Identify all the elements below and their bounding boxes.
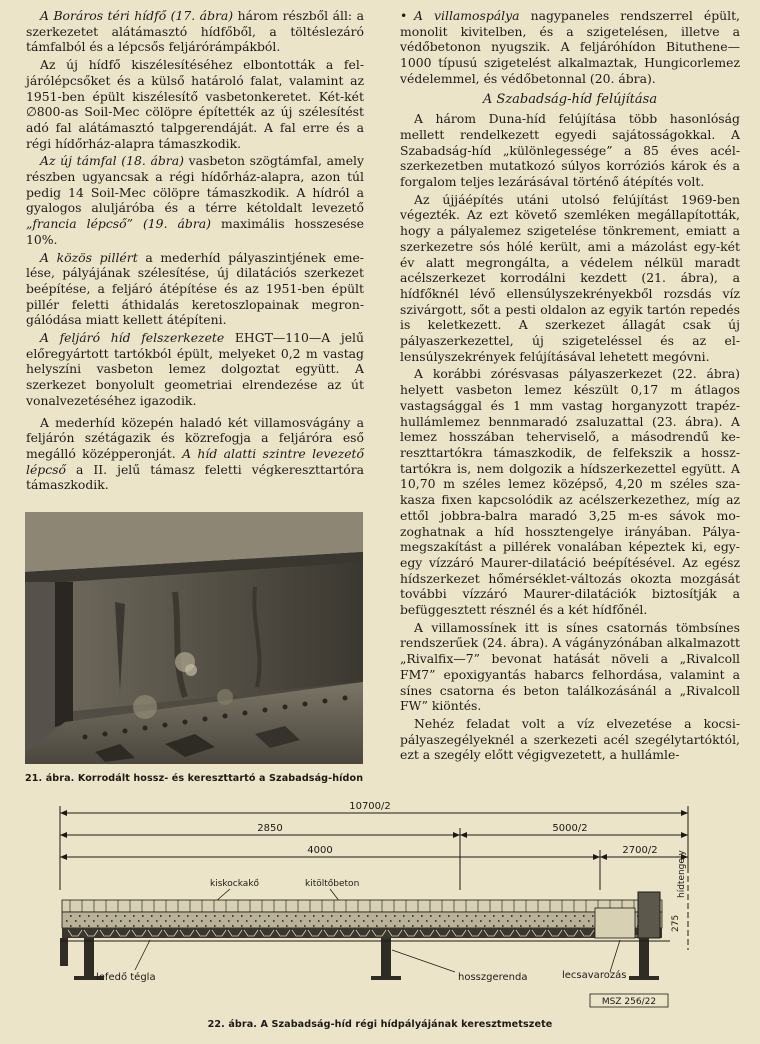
- concrete-aggregate: [241, 925, 243, 927]
- paragraph-text: vasbeton szögtámfal, amely részben ugyancsak a régi hídőrház-alapra, azon túl pedig 14 Soil-Mec cölöpre támaszkodik. A hídról a gyalogos aluljáróba és a térre kétoldalt levezető: [26, 153, 364, 216]
- concrete-aggregate: [520, 925, 522, 927]
- concrete-aggregate: [138, 920, 140, 922]
- stringer-flange: [371, 976, 401, 980]
- paragraph-villamossinek: A villamossínek itt is sínes csatornás tömbsínes rendszerűek (24. ábra). A vágányzónában alkalmazott „Rivalfix—7” bevonat hatását növeli a „Rivalcoll FM7” epoxigyantás habarcs felhordása, valamint a sínes csatorna és beton találkozásánál a „Rivalcoll FW” kiöntés.: [400, 619, 740, 714]
- concrete-aggregate: [322, 915, 324, 917]
- concrete-aggregate: [367, 915, 369, 917]
- concrete-aggregate: [97, 925, 99, 927]
- paragraph-text: EHGT—110—A jelű előregyártott tartókból épült, melyeket 0,2 m vastag helyszíni vasbeton lemez dolgoztat együtt. A szerkezet bonyolult geometriai elrendezése az út vonalvezetéséhez igazodik.: [26, 330, 364, 408]
- concrete-aggregate: [547, 915, 549, 917]
- concrete-aggregate: [147, 920, 149, 922]
- concrete-aggregate: [417, 920, 419, 922]
- concrete-aggregate: [165, 920, 167, 922]
- corroded-girder-photo: [25, 512, 363, 764]
- concrete-aggregate: [331, 925, 333, 927]
- concrete-aggregate: [358, 925, 360, 927]
- concrete-aggregate: [268, 925, 270, 927]
- concrete-aggregate: [345, 920, 347, 922]
- concrete-aggregate: [160, 925, 162, 927]
- concrete-aggregate: [88, 915, 90, 917]
- paragraph-text: nagypaneles rendszerrel épült, monolit kivitelben, és a szigetelésen, illetve a védőbetonon nyugszik. A feljáróhídon Bituthene—1000 típusú szigetelést alkalmaztak, Hungicorlemez védelemmel, és védőbetonnal (20. ábra).: [400, 8, 741, 86]
- concrete-aggregate: [151, 925, 153, 927]
- paragraph-hidfo: Az új hídfő kiszélesítéséhez elbontották a feljárólépcsőket és a külső határoló falat, valamint az 1951-ben épült kiszélesítő vasbetonkeretet. Két-két ∅800-as Soil-Mec cölöpre építették az új szélesítést adó fal alátámasztó talpgerendáját. A fal erre és a régi hídőrház-alapra támaszkodik.: [26, 57, 364, 151]
- concrete-aggregate: [547, 925, 549, 927]
- concrete-aggregate: [565, 915, 567, 917]
- paragraph-vizelvezetes: Nehéz feladat volt a víz elvezetése a kocsipályaszegélyeknél a szerkezeti acél szegélytartóktól, ezt a szegély előtt végigvezetett, a hullámle-: [400, 715, 740, 763]
- concrete-aggregate: [178, 915, 180, 917]
- concrete-aggregate: [376, 915, 378, 917]
- curb-block: [638, 892, 660, 938]
- concrete-aggregate: [565, 925, 567, 927]
- dim-d-label: 2700/2: [622, 845, 658, 856]
- concrete-aggregate: [237, 920, 239, 922]
- concrete-aggregate: [259, 915, 261, 917]
- right-text-column: [400, 8, 740, 765]
- concrete-aggregate: [592, 915, 594, 917]
- concrete-aggregate: [295, 915, 297, 917]
- concrete-aggregate: [556, 925, 558, 927]
- concrete-aggregate: [525, 920, 527, 922]
- concrete-aggregate: [228, 920, 230, 922]
- concrete-aggregate: [574, 925, 576, 927]
- concrete-aggregate: [336, 920, 338, 922]
- paragraph-text: a mederhíd pályaszintjének emelése, pályájának szélesítése, új dilatációs szerkezet beépítése, a feljáró átépítése és az 1951-ben épült pillér feletti áthidalás keretoszlopainak megrongálódása miatt kellett átépíteni.: [26, 249, 364, 328]
- paragraph-text: három részből áll: a szerkezetet alátámasztó hídfőből, a töltéslezáró támfalból és a lépcsős feljárórámpákból.: [26, 8, 364, 55]
- concrete-aggregate: [183, 920, 185, 922]
- concrete-aggregate: [124, 915, 126, 917]
- concrete-aggregate: [390, 920, 392, 922]
- label-lefedo-tegla: lefedő tégla: [96, 972, 156, 983]
- concrete-aggregate: [552, 920, 554, 922]
- concrete-aggregate: [286, 925, 288, 927]
- edge-girder: [60, 938, 68, 966]
- concrete-aggregate: [448, 925, 450, 927]
- concrete-aggregate: [475, 925, 477, 927]
- concrete-aggregate: [223, 925, 225, 927]
- concrete-aggregate: [88, 925, 90, 927]
- concrete-aggregate: [124, 925, 126, 927]
- concrete-aggregate: [408, 920, 410, 922]
- concrete-aggregate: [493, 915, 495, 917]
- concrete-aggregate: [543, 920, 545, 922]
- bridge-axis-label: hídtengely: [677, 850, 687, 898]
- concrete-aggregate: [399, 920, 401, 922]
- concrete-aggregate: [493, 925, 495, 927]
- dim-b-label: 5000/2: [552, 823, 588, 834]
- concrete-aggregate: [448, 915, 450, 917]
- concrete-aggregate: [349, 915, 351, 917]
- concrete-aggregate: [484, 925, 486, 927]
- concrete-aggregate: [142, 915, 144, 917]
- concrete-aggregate: [466, 915, 468, 917]
- concrete-aggregate: [115, 925, 117, 927]
- concrete-aggregate: [511, 925, 513, 927]
- concrete-aggregate: [97, 915, 99, 917]
- concrete-aggregate: [394, 925, 396, 927]
- concrete-aggregate: [268, 915, 270, 917]
- concrete-aggregate: [385, 925, 387, 927]
- concrete-aggregate: [412, 915, 414, 917]
- concrete-aggregate: [205, 925, 207, 927]
- concrete-aggregate: [430, 915, 432, 917]
- concrete-aggregate: [174, 920, 176, 922]
- concrete-aggregate: [534, 920, 536, 922]
- concrete-aggregate: [439, 915, 441, 917]
- concrete-aggregate: [93, 920, 95, 922]
- concrete-aggregate: [219, 920, 221, 922]
- concrete-aggregate: [583, 925, 585, 927]
- label-kitoltobeton: kitöltőbeton: [305, 879, 360, 889]
- label-kiskockako: kiskockakő: [210, 879, 260, 889]
- concrete-aggregate: [160, 915, 162, 917]
- paragraph-text: A mederhíd közepén haladó két villamosvágány a feljárón szétágazik és közrefogja a feljáróra eső megálló középperonját.: [26, 414, 364, 461]
- concrete-aggregate: [142, 925, 144, 927]
- concrete-aggregate: [588, 920, 590, 922]
- concrete-aggregate: [363, 920, 365, 922]
- stringer-girder: [381, 938, 391, 978]
- concrete-aggregate: [475, 915, 477, 917]
- concrete-aggregate: [430, 925, 432, 927]
- concrete-aggregate: [529, 915, 531, 917]
- concrete-aggregate: [84, 920, 86, 922]
- concrete-aggregate: [313, 915, 315, 917]
- concrete-aggregate: [264, 920, 266, 922]
- concrete-aggregate: [169, 925, 171, 927]
- bridge-deck-cross-section: [40, 800, 740, 1010]
- concrete-aggregate: [358, 915, 360, 917]
- paragraph-pillert: [26, 250, 364, 329]
- concrete-aggregate: [79, 925, 81, 927]
- lead-phrase: A Boráros téri hídfő (17. ábra): [40, 8, 234, 23]
- concrete-aggregate: [120, 920, 122, 922]
- concrete-aggregate: [372, 920, 374, 922]
- concrete-aggregate: [502, 925, 504, 927]
- concrete-aggregate: [444, 920, 446, 922]
- lead-phrase: A feljáró híd felszerkezete: [40, 330, 225, 346]
- paragraph-villamosvagany: [26, 415, 364, 494]
- concrete-aggregate: [421, 925, 423, 927]
- photo-illustration: [25, 512, 363, 764]
- concrete-aggregate: [421, 915, 423, 917]
- concrete-aggregate: [340, 925, 342, 927]
- concrete-aggregate: [66, 920, 68, 922]
- concrete-aggregate: [327, 920, 329, 922]
- concrete-aggregate: [259, 925, 261, 927]
- concrete-aggregate: [232, 925, 234, 927]
- concrete-aggregate: [255, 920, 257, 922]
- concrete-aggregate: [70, 915, 72, 917]
- concrete-aggregate: [354, 920, 356, 922]
- concrete-aggregate: [439, 925, 441, 927]
- concrete-aggregate: [300, 920, 302, 922]
- concrete-aggregate: [246, 920, 248, 922]
- concrete-aggregate: [277, 915, 279, 917]
- paragraph-tamfal: [26, 153, 364, 247]
- concrete-aggregate: [403, 915, 405, 917]
- concrete-aggregate: [462, 920, 464, 922]
- stringer-flange: [629, 976, 659, 980]
- lintel-brick: [595, 908, 635, 938]
- concrete-aggregate: [480, 920, 482, 922]
- concrete-aggregate: [507, 920, 509, 922]
- concrete-aggregate: [75, 920, 77, 922]
- concrete-aggregate: [196, 915, 198, 917]
- concrete-aggregate: [457, 915, 459, 917]
- concrete-aggregate: [309, 920, 311, 922]
- stringer-girder: [84, 938, 94, 978]
- paragraph-boraros: [26, 8, 364, 55]
- concrete-aggregate: [214, 915, 216, 917]
- concrete-aggregate: [471, 920, 473, 922]
- concrete-aggregate: [466, 925, 468, 927]
- concrete-aggregate: [214, 925, 216, 927]
- paragraph-text: a II. jelű támasz feletti végkereszttartóra támaszkodik.: [26, 461, 364, 493]
- concrete-aggregate: [241, 915, 243, 917]
- concrete-aggregate: [520, 915, 522, 917]
- concrete-aggregate: [210, 920, 212, 922]
- label-hosszgerenda: hosszgerenda: [458, 972, 528, 983]
- concrete-aggregate: [277, 925, 279, 927]
- section-heading: A Szabadság-híd felújítása: [482, 91, 658, 107]
- concrete-aggregate: [385, 915, 387, 917]
- concrete-aggregate: [304, 915, 306, 917]
- concrete-aggregate: [178, 925, 180, 927]
- concrete-aggregate: [570, 920, 572, 922]
- concrete-aggregate: [538, 925, 540, 927]
- concrete-aggregate: [282, 920, 284, 922]
- concrete-aggregate: [313, 925, 315, 927]
- concrete-aggregate: [79, 915, 81, 917]
- concrete-aggregate: [489, 920, 491, 922]
- label-lecsavarozas: lecsavarozás: [562, 970, 627, 981]
- concrete-aggregate: [106, 925, 108, 927]
- dim-total-label: 10700/2: [349, 801, 391, 812]
- concrete-aggregate: [511, 915, 513, 917]
- concrete-aggregate: [133, 915, 135, 917]
- left-text-column: [26, 8, 364, 495]
- concrete-aggregate: [223, 915, 225, 917]
- concrete-aggregate: [367, 925, 369, 927]
- concrete-aggregate: [232, 915, 234, 917]
- concrete-aggregate: [556, 915, 558, 917]
- concrete-aggregate: [394, 915, 396, 917]
- concrete-aggregate: [102, 920, 104, 922]
- concrete-aggregate: [457, 925, 459, 927]
- zores-trough-layer: [62, 928, 662, 938]
- bullet-icon: •: [400, 8, 408, 23]
- paragraph-felujitas: Az újjáépítés utáni utolsó felújítást 1969-ben végezték. Az ezt követő szemléken megállapították, hogy a pályalemez szigetelése tönkrement, emiatt a szerkezetre sós hólé került, ami a mázolást egy-két év alatt megrongálta, a védelem nélkül maradt acélszerkezet korrodálni kezdett (21. ábra), a hídfőknél lévő ellensúlyszekrényekből rozsdás víz szivárgott, sőt a pesti oldalon az egyik tartón repedés is keletkezett. A szerkezet állagát csak új pályaszerkezettel, új szigeteléssel és az ellensúlyszekrények felújításával lehetett megóvni.: [400, 191, 740, 364]
- paragraph-palyaszerkezet: A korábbi zórésvasas pályaszerkezet (22. ábra) helyett vasbeton lemez készült 0,17 m átlagos vastagsággal és 1 mm vastag horganyzott trapézhullámlemez bennmaradó zsaluzattal (23. ábra). A lemez hosszában teherviselő, a másodrendű kereszttartókra támaszkodik, de felfekszik a hossztartókra is, nem dolgozik a hídszerkezettel együtt. A 10,70 m széles lemez középső, 4,20 m széles szakasza fixen kapcsolódik az acélszerkezethez, míg az ettől jobbra-balra maradó 3,25 m-es sávok mozoghatnak a híd hossztengelye irányában. Pályamegszakítást a pillérek vonalában képeztek ki, egy-egy vízzáró Maurer-dilatáció beépítésével. Az egész hídszerkezet hőmérséklet-változás okozta mozgását további vízzáró Maurer-dilatációk biztosítják a befüggesztett résznél és a két hídfőnél.: [400, 366, 740, 618]
- concrete-aggregate: [201, 920, 203, 922]
- concrete-aggregate: [426, 920, 428, 922]
- lead-phrase: „francia lépcső” (19. ábra): [26, 216, 212, 232]
- concrete-aggregate: [70, 925, 72, 927]
- concrete-aggregate: [250, 915, 252, 917]
- concrete-aggregate: [192, 920, 194, 922]
- concrete-aggregate: [187, 915, 189, 917]
- lead-phrase: A közös pillért: [40, 249, 138, 265]
- dim-a-label: 2850: [257, 823, 283, 834]
- concrete-aggregate: [502, 915, 504, 917]
- concrete-aggregate: [133, 925, 135, 927]
- concrete-aggregate: [169, 915, 171, 917]
- concrete-aggregate: [349, 925, 351, 927]
- concrete-aggregate: [196, 925, 198, 927]
- concrete-aggregate: [381, 920, 383, 922]
- lead-phrase: A villamospálya: [414, 8, 520, 23]
- concrete-aggregate: [574, 915, 576, 917]
- concrete-aggregate: [561, 920, 563, 922]
- concrete-aggregate: [318, 920, 320, 922]
- drawing-code: MSZ 256/22: [601, 997, 657, 1007]
- lead-phrase: Az új támfal (18. ábra): [40, 153, 184, 169]
- concrete-aggregate: [111, 920, 113, 922]
- concrete-aggregate: [376, 925, 378, 927]
- concrete-aggregate: [129, 920, 131, 922]
- paragraph-villamospalya: [400, 8, 740, 87]
- concrete-aggregate: [484, 915, 486, 917]
- concrete-aggregate: [516, 920, 518, 922]
- concrete-aggregate: [106, 915, 108, 917]
- concrete-aggregate: [529, 925, 531, 927]
- paragraph-text: maximális hosszesése 10%.: [26, 216, 364, 247]
- concrete-aggregate: [579, 920, 581, 922]
- concrete-aggregate: [115, 915, 117, 917]
- concrete-aggregate: [187, 925, 189, 927]
- concrete-aggregate: [453, 920, 455, 922]
- concrete-aggregate: [156, 920, 158, 922]
- stringer-girder: [639, 938, 649, 978]
- lead-phrase: A híd alatti szintre levezető lépcső: [26, 445, 364, 477]
- concrete-aggregate: [151, 915, 153, 917]
- concrete-aggregate: [295, 925, 297, 927]
- figure-21-caption: 21. ábra. Korrodált hossz- és kereszttartó a Szabadság-hídon: [25, 773, 364, 784]
- concrete-aggregate: [286, 915, 288, 917]
- concrete-aggregate: [583, 915, 585, 917]
- concrete-aggregate: [205, 915, 207, 917]
- concrete-aggregate: [435, 920, 437, 922]
- concrete-aggregate: [250, 925, 252, 927]
- concrete-aggregate: [304, 925, 306, 927]
- concrete-aggregate: [592, 925, 594, 927]
- paragraph-duna-hidak: A három Duna-híd felújítása több hasonlóság mellett rendelkezett egyedi sajátosságokkal. A Szabadság-híd „különlegessége” a 85 éves acélszerkezetben mutatkozó súlyos korróziós károk és a forgalom teljes lezárásával történő átépítés volt.: [400, 111, 740, 190]
- concrete-aggregate: [498, 920, 500, 922]
- concrete-aggregate: [403, 925, 405, 927]
- concrete-aggregate: [340, 915, 342, 917]
- concrete-aggregate: [412, 925, 414, 927]
- concrete-aggregate: [273, 920, 275, 922]
- figure-22-caption: 22. ábra. A Szabadság-híd régi hídpályájának keresztmetszete: [207, 1019, 553, 1030]
- dim-c-label: 4000: [307, 845, 333, 856]
- dim-height-label: 275: [671, 914, 681, 932]
- paragraph-feljaro: [26, 330, 364, 409]
- concrete-aggregate: [538, 915, 540, 917]
- concrete-aggregate: [291, 920, 293, 922]
- concrete-aggregate: [331, 915, 333, 917]
- paving-layer: [62, 900, 662, 912]
- concrete-aggregate: [322, 925, 324, 927]
